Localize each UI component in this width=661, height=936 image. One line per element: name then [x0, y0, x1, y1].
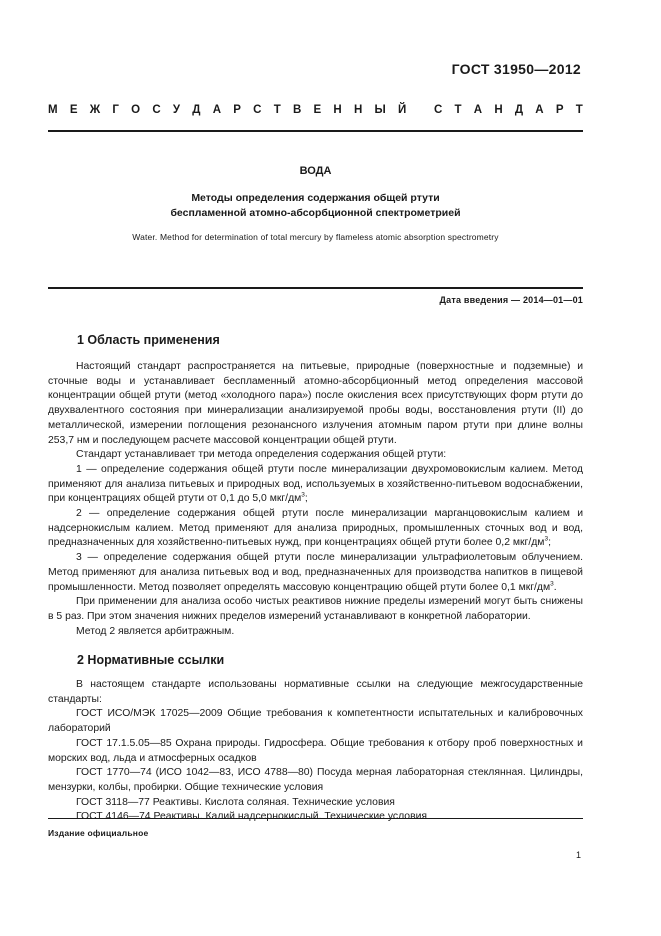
method-2-sup: 3: [544, 535, 549, 543]
scope-paragraph: Настоящий стандарт распространяется на питьевые, природные (поверхностные и подземные) и сточные воды и устанавливает беспламенный атомно-абсорбционный метод определения массовой концентрации общей ртути (метод «холодного пара») после окисления всех присутствующих форм ртути до двухвалентного состояния при минерализации анализируемой пробы воды, восстановления ртути (II) до металлической, измерении поглощения резонансного излучения атомным паром ртути при длине волны 253,7 нм и последующем расчете массовой концентрации общей ртути.: [48, 361, 583, 446]
heading-letter: Г: [112, 104, 119, 116]
heading-letter: Д: [514, 104, 524, 116]
english-title: Water. Method for determination of total mercury by flameless atomic absorption spectrometry: [132, 232, 499, 242]
title-bottom-rule: [48, 287, 583, 289]
heading-letter: О: [131, 104, 141, 116]
heading-letter: А: [535, 104, 544, 116]
method-3-paragraph: [48, 551, 583, 595]
method-3-end: .: [553, 581, 557, 593]
reagents-paragraph: При применении для анализа особо чистых реактивов нижние пределы измерений могут быть снижены в 5 раз. При этом значения нижних пределов измерений устанавливают в конкретной лаборатории.: [48, 596, 583, 622]
heading-letter: Ы: [374, 104, 386, 116]
method-1-text: 1 — определение содержания общей ртути после минерализации двухромовокислым калием. Метод применяют для анализа питьевых и природных вод, используемых в хозяйственно-питьевом водоснабжении, при концентрациях общей ртути от 0,1 до 5,0 мкг/дм: [48, 463, 583, 505]
subtitle-line-2: беспламенной атомно-абсорбционной спектрометрией: [170, 206, 461, 219]
method-1-sup: 3: [301, 491, 305, 499]
heading-letter: Р: [233, 104, 241, 116]
section-2-body: [48, 678, 583, 825]
heading-letter: Т: [273, 104, 281, 116]
heading-letter: Д: [192, 104, 201, 116]
official-edition-note: Издание официальное: [48, 828, 149, 838]
section-2-heading: 2 Нормативные ссылки: [77, 653, 225, 667]
heading-letter: Е: [69, 104, 78, 116]
heading-letter: С: [152, 104, 161, 116]
section-1-body: [48, 360, 583, 639]
heading-letter: Т: [575, 104, 583, 116]
footer-rule: [48, 818, 583, 819]
method-1-end: ;: [304, 493, 308, 505]
interstate-standard-heading: [48, 104, 583, 116]
standard-code: ГОСТ 31950—2012: [451, 61, 581, 77]
methods-intro: Стандарт устанавливает три метода определения содержания общей ртути:: [76, 449, 447, 461]
method-2-end: ;: [548, 537, 551, 549]
subtitle-line-1: Методы определения содержания общей ртути: [191, 192, 440, 204]
heading-letter: Н: [353, 104, 363, 116]
heading-letter: У: [172, 104, 181, 116]
heading-letter: А: [212, 104, 222, 116]
introduction-date: Дата введения — 2014—01—01: [439, 295, 583, 305]
heading-letter: Й: [398, 104, 407, 116]
page-number: 1: [575, 850, 581, 860]
reference-item: ГОСТ 1770—74 (ИСО 1042—83, ИСО 4788—80) Посуда мерная лабораторная стеклянная. Цилиндры, мензурки, колбы, пробирки. Общие технические условия: [48, 767, 583, 793]
heading-letter: Н: [333, 104, 342, 116]
reference-item: ГОСТ 17.1.5.05—85 Охрана природы. Гидросфера. Общие требования к отбору проб поверхностных и морских вод, льда и атмосферных осадков: [48, 737, 583, 764]
document-title: ВОДА: [299, 165, 332, 177]
method-3-sup: 3: [550, 580, 554, 588]
method-2-text: 2 — определение содержания общей ртути после минерализации марганцовокислым калием и надсернокислым калием. Метод применяют для анализа природных, промышленных сточных вод и вод, предназначенных для хозяйственно-питьевых нужд, при концентрациях общей ртути более 0,2 мкг/дм: [48, 508, 583, 549]
method-3-text: 3 — определение содержания общей ртути после минерализации ультрафиолетовым облучением. Метод применяют для анализа питьевых вод и вод, предназначенных для производства напитков в пищевой промышленности. Метод позволяет определять массовую концентрацию общей ртути более 0,1 мкг/дм: [48, 552, 583, 593]
heading-word-gap: [419, 104, 422, 116]
heading-letter: Н: [494, 104, 503, 116]
heading-letter: Е: [313, 104, 322, 116]
reference-item: ГОСТ 3118—77 Реактивы. Кислота соляная. Технические условия: [76, 796, 395, 808]
heading-letter: А: [473, 104, 483, 116]
references-intro: В настоящем стандарте использованы нормативные ссылки на следующие межгосударственные стандарты:: [48, 679, 583, 705]
method-1-paragraph: [48, 463, 583, 507]
heading-letter: В: [292, 104, 302, 116]
reference-item: ГОСТ ИСО/МЭК 17025—2009 Общие требования к компетентности испытательных и калибровочных лабораторий: [48, 708, 583, 735]
heading-letter: С: [253, 104, 262, 116]
heading-letter: С: [433, 104, 443, 116]
heading-letter: Ж: [89, 104, 101, 116]
heading-letter: Т: [454, 104, 462, 116]
top-rule: [48, 130, 583, 132]
arbitration-paragraph: Метод 2 является арбитражным.: [76, 625, 235, 637]
document-subtitle: [48, 191, 583, 220]
section-1-heading: 1 Область применения: [77, 333, 220, 347]
method-2-paragraph: [48, 507, 583, 551]
reference-item: ГОСТ 4146—74 Реактивы. Калий надсернокислый. Технические условия: [76, 811, 428, 823]
heading-letter: М: [48, 104, 58, 116]
heading-letter: Р: [555, 104, 564, 116]
